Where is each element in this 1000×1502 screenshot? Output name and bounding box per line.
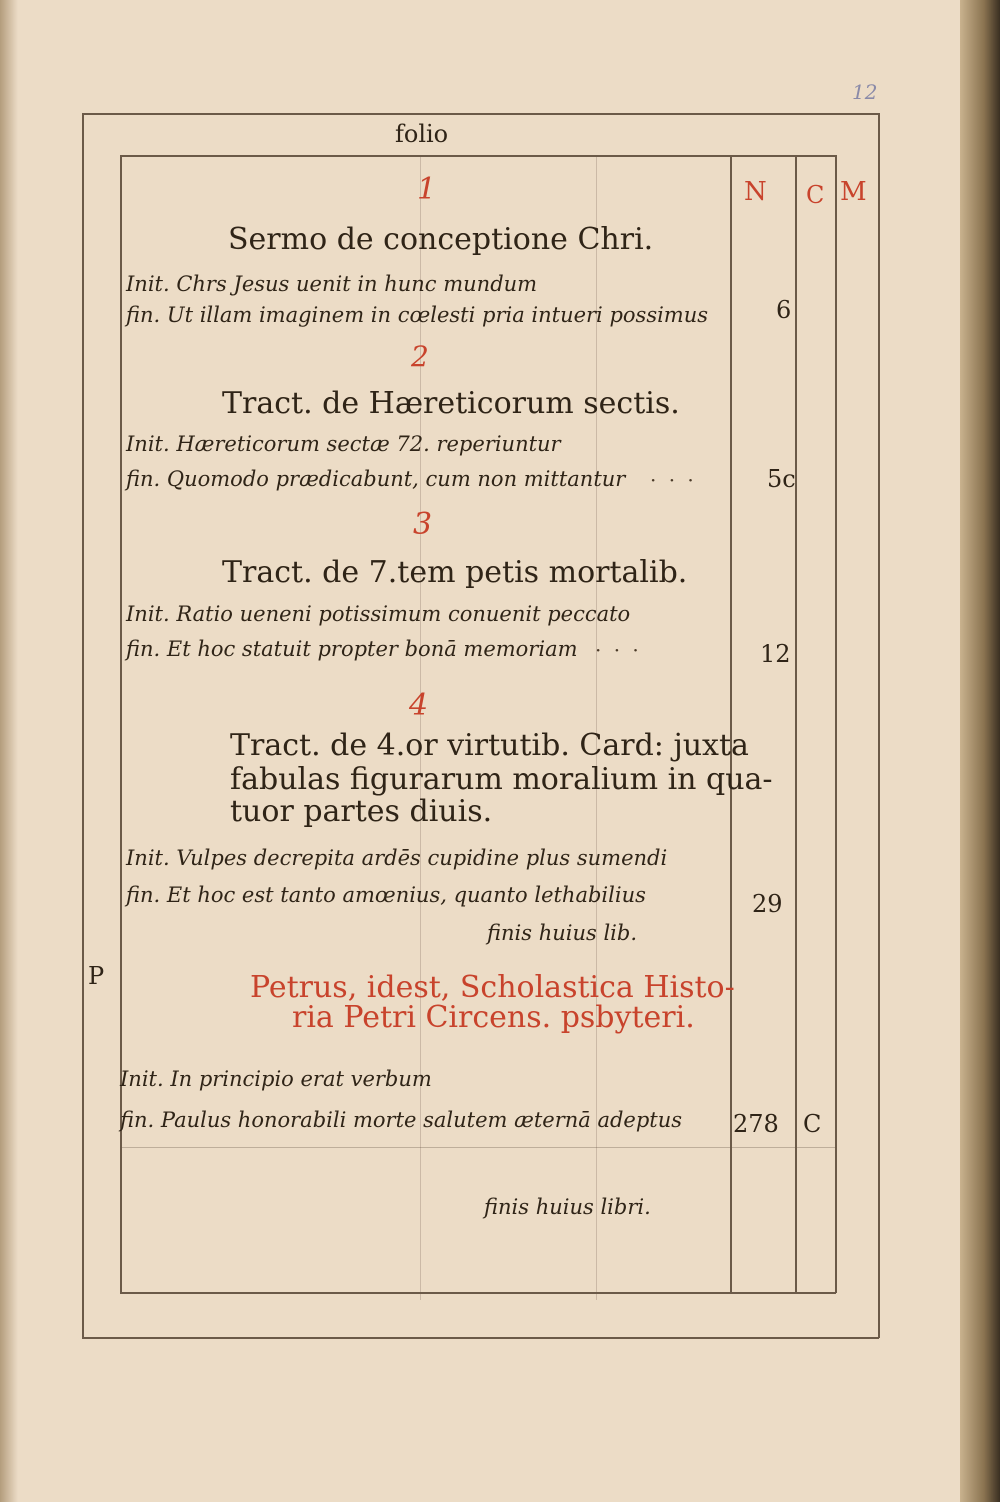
frame-left-rule [82, 113, 84, 1338]
entry-folio: 12 [760, 640, 791, 668]
entry-title-line: tuor partes diuis. [230, 794, 493, 829]
lower-rule [120, 1147, 836, 1148]
column-header-m: M [840, 177, 867, 207]
inner-top-rule [120, 155, 836, 157]
entry-folio: 29 [752, 890, 783, 918]
frame-bottom-rule [82, 1337, 879, 1339]
entry-incipit: Init. In principio erat verbum [120, 1067, 432, 1091]
c-column-mark: C [803, 1110, 822, 1138]
margin-letter: P [88, 962, 105, 990]
entry-incipit: Init. Ratio ueneni potissimum conuenit peccato [126, 602, 631, 626]
section-title-line: ria Petri Circens. psbyteri. [292, 1000, 695, 1035]
closing-note: finis huius lib. [487, 921, 637, 945]
entry-title: Tract. de 7.tem petis mortalib. [222, 555, 688, 590]
frame-top-rule [82, 113, 879, 115]
frame-right-rule [878, 113, 880, 1338]
entry-folio: 5c [767, 465, 796, 493]
column-n-rule [730, 155, 732, 1293]
leader-dots: · · · [595, 638, 642, 662]
folio-number: 12 [852, 80, 878, 104]
entry-explicit: fin. Ut illam imaginem in cœlesti pria intueri possimus [126, 303, 709, 327]
entry-title: Sermo de conceptione Chri. [228, 222, 654, 257]
entry-number: 1 [417, 172, 437, 207]
gutter-shadow [0, 0, 18, 1502]
entry-incipit: Init. Hæreticorum sectæ 72. reperiuntur [126, 432, 561, 456]
closing-note: finis huius libri. [484, 1195, 651, 1219]
entry-number: 3 [413, 507, 433, 542]
column-header-c: C [806, 181, 825, 209]
entry-incipit: Init. Chrs Jesus uenit in hunc mundum [126, 272, 538, 296]
entry-number: 2 [411, 340, 429, 373]
entry-explicit: fin. Paulus honorabili morte salutem æternā adeptus [120, 1108, 683, 1132]
column-m-rule [835, 155, 837, 1293]
section-title-line: Petrus, idest, Scholastica Histo- [250, 970, 735, 1005]
entry-incipit: Init. Vulpes decrepita ardēs cupidine plus sumendi [126, 846, 668, 870]
entry-title-line: Tract. de 4.or virtutib. Card: juxta [230, 728, 749, 763]
entry-title: Tract. de Hæreticorum sectis. [222, 386, 680, 421]
entry-title-line: fabulas figurarum moralium in qua- [230, 762, 773, 797]
entry-explicit: fin. Quomodo prædicabunt, cum non mittantur [126, 467, 626, 491]
entry-folio: 278 [733, 1110, 779, 1138]
page-edge [960, 0, 1000, 1502]
column-header-n: N [744, 177, 767, 207]
entry-folio: 6 [776, 296, 792, 324]
leader-dots: · · · [650, 468, 697, 492]
entry-explicit: fin. Et hoc statuit propter bonā memoriam [126, 637, 578, 661]
folio-header: folio [395, 120, 449, 148]
entry-explicit: fin. Et hoc est tanto amœnius, quanto lethabilius [126, 883, 646, 907]
entry-number: 4 [409, 688, 429, 723]
column-c-rule [795, 155, 797, 1293]
inner-bottom-rule [120, 1292, 836, 1294]
